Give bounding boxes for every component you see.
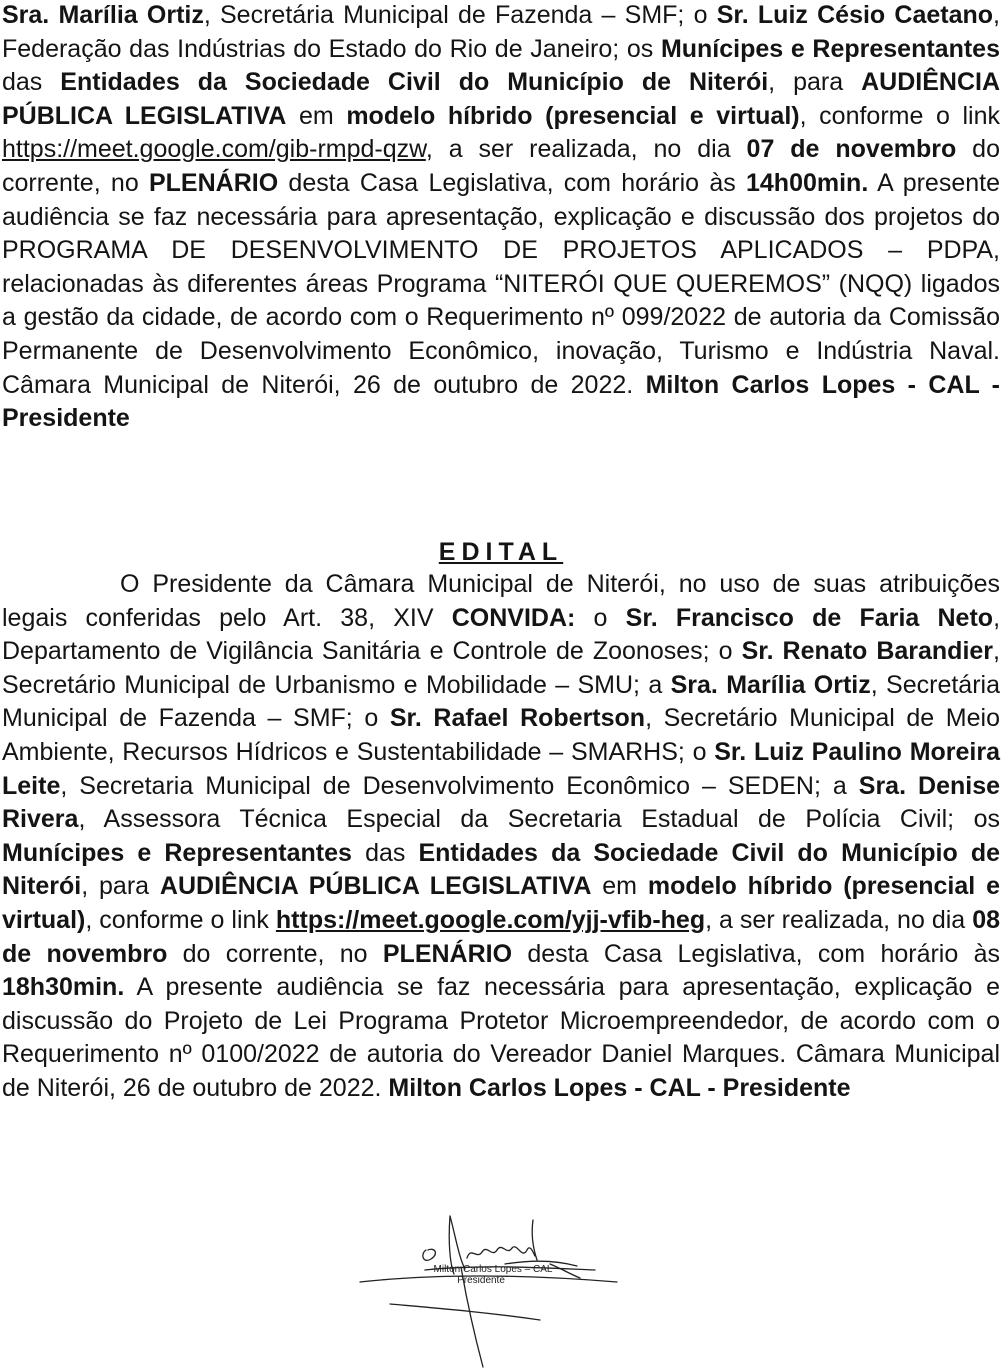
meet-link-edital[interactable]: https://meet.google.com/yjj-vfib-heg bbox=[275, 905, 706, 934]
name-marilia-ortiz: Sra. Marília Ortiz bbox=[2, 1, 204, 29]
text-span: , Secretário Municipal de Meio Ambiente, Recursos Hídricos e Sustentabilidade – SMARHS; o bbox=[2, 704, 1000, 766]
text-span: , a ser realizada, no dia bbox=[425, 135, 747, 164]
text-span: , Federação das Indústrias do Estado do Rio de Janeiro; os bbox=[2, 1, 1000, 63]
text-span: em bbox=[286, 101, 347, 130]
text-span: , Secretaria Municipal de Desenvolvimento Econômico – SEDEN; a bbox=[60, 771, 859, 800]
date-edital: 08 de novembro bbox=[2, 905, 1000, 968]
text-span: O Presidente da Câmara Municipal de Niterói, no uso de suas atribuições legais conferidas pelo Art. 38, XIV bbox=[2, 570, 1000, 632]
bold-span: Entidades da Sociedade Civil do Município de Niterói bbox=[2, 838, 1000, 901]
bold-span: Munícipes e Representantes bbox=[660, 34, 1000, 63]
text-span: do corrente, no bbox=[2, 135, 1000, 197]
signature-name: Milton Carlos Lopes – CAL bbox=[433, 1264, 553, 1275]
text-span: em bbox=[591, 872, 648, 901]
meet-link-first[interactable]: https://meet.google.com/gib-rmpd-qzw bbox=[2, 135, 426, 164]
edital-heading bbox=[2, 537, 1000, 567]
text-span: A presente audiência se faz necessária para apresentação, explicação e discussão do Projeto de Lei Programa Protetor Microempreendedor, de acordo com o Requerimento nº 0100/2022 de autoria do Vereador Daniel Marques. Câmara Municipal de Niterói, 26 de outubro de 2022. bbox=[2, 973, 1000, 1102]
text-span: , conforme o link bbox=[85, 905, 276, 934]
name-renato-barandier: Sr. Renato Barandier bbox=[741, 637, 994, 666]
text-span: desta Casa Legislativa, com horário às bbox=[278, 168, 746, 197]
bold-span: Munícipes e Representantes bbox=[2, 838, 352, 867]
text-span: do corrente, no bbox=[167, 939, 383, 968]
text-span: , Assessora Técnica Especial da Secretaria Estadual de Polícia Civil; os bbox=[78, 805, 1000, 834]
time-first: 14h00min. bbox=[746, 168, 869, 197]
paragraph-edital bbox=[2, 568, 1000, 1106]
name-denise-rivera: Sra. Denise Rivera bbox=[2, 771, 1000, 834]
text-span: , para bbox=[81, 872, 160, 901]
text-span: , Secretário Municipal de Urbanismo e Mobilidade – SMU; a bbox=[2, 637, 1000, 699]
time-edital: 18h30min. bbox=[2, 973, 125, 1002]
signer-first: Milton Carlos Lopes - CAL - Presidente bbox=[2, 370, 1000, 433]
name-luiz-paulino-moreira-leite: Sr. Luiz Paulino Moreira Leite bbox=[2, 737, 1000, 800]
name-marilia-ortiz: Sra. Marília Ortiz bbox=[670, 670, 871, 699]
name-francisco-de-faria-neto: Sr. Francisco de Faria Neto bbox=[625, 603, 994, 632]
bold-span: PLENÁRIO bbox=[148, 168, 279, 197]
bold-span: modelo híbrido (presencial e virtual) bbox=[2, 872, 1001, 934]
date-first: 07 de novembro bbox=[746, 135, 957, 164]
signature-role: Presidente bbox=[457, 1275, 505, 1286]
text-span: desta Casa Legislativa, com horário às bbox=[512, 939, 1000, 968]
bold-span: PLENÁRIO bbox=[382, 939, 513, 968]
text-span: das bbox=[351, 838, 419, 867]
paragraph-first-notice bbox=[2, 0, 1000, 436]
name-luiz-cesio-caetano: Sr. Luiz Césio Caetano bbox=[716, 1, 994, 29]
bold-span: modelo híbrido (presencial e virtual) bbox=[346, 101, 800, 130]
text-span: o bbox=[575, 603, 626, 632]
bold-span: AUDIÊNCIA PÚBLICA LEGISLATIVA bbox=[2, 68, 1001, 130]
text-span: , para bbox=[768, 68, 862, 97]
text-span: A presente audiência se faz necessária para apresentação, explicação e discussão dos projetos do PROGRAMA DE DESENVOLVIMENTO DE PROJETOS APLICADOS – PDPA, relacionadas às diferentes áreas Programa “NITERÓI QUE QUEREMOS” (NQQ) ligados a gestão da cidade, de acordo com o Requerimento nº 099/2022 de autoria da Comissão Permanente de Desenvolvimento Econômico, inovação, Turismo e Indústria Naval. Câmara Municipal de Niterói, 26 de outubro de 2022. bbox=[2, 168, 1000, 399]
text-span: , conforme o link bbox=[799, 101, 1001, 130]
bold-span: Entidades da Sociedade Civil do Município de Niterói bbox=[60, 68, 769, 97]
text-span: das bbox=[2, 68, 61, 97]
text-span: , Secretária Municipal de Fazenda – SMF; o bbox=[2, 670, 1000, 733]
text-span: , Departamento de Vigilância Sanitária e Controle de Zoonoses; o bbox=[2, 603, 1001, 666]
text-span: , a ser realizada, no dia bbox=[705, 905, 973, 934]
bold-span: CONVIDA: bbox=[451, 603, 576, 632]
signature-stamp bbox=[355, 1212, 635, 1371]
name-rafael-robertson: Sr. Rafael Robertson bbox=[389, 704, 646, 733]
edital-title: EDITAL bbox=[438, 538, 564, 566]
signature-scribble bbox=[360, 1216, 617, 1367]
bold-span: AUDIÊNCIA PÚBLICA LEGISLATIVA bbox=[159, 872, 592, 901]
text-span: , Secretária Municipal de Fazenda – SMF; o bbox=[203, 1, 717, 29]
signer-edital: Milton Carlos Lopes - CAL - Presidente bbox=[388, 1073, 851, 1102]
